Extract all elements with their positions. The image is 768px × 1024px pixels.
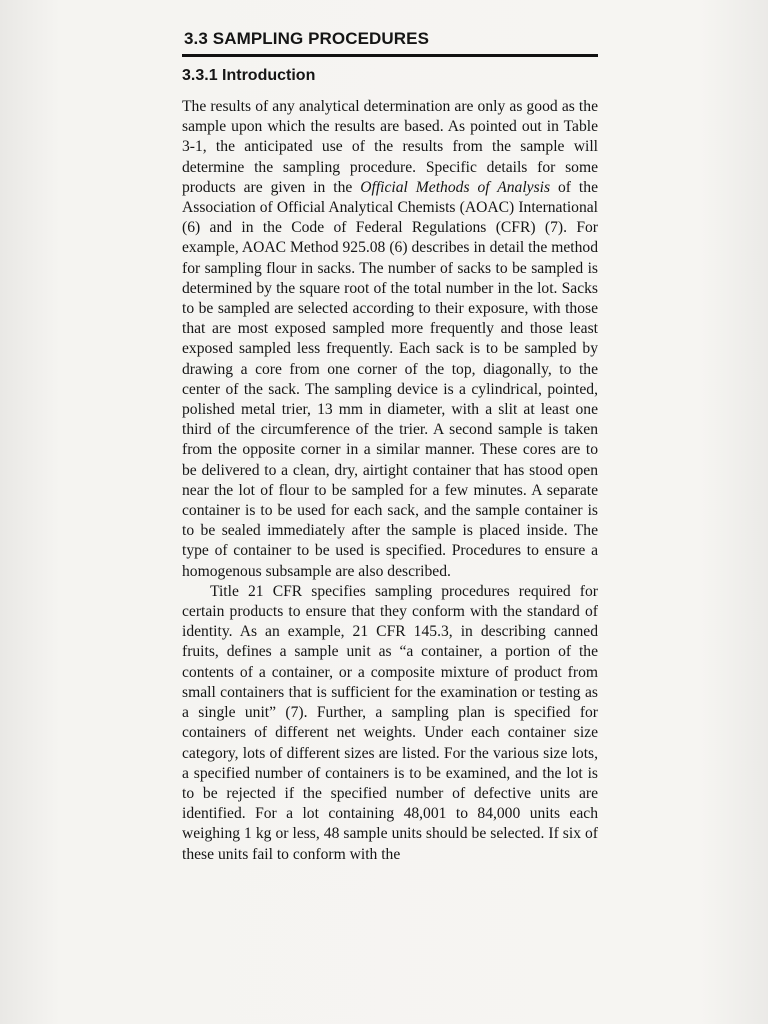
section-heading: 3.3 SAMPLING PROCEDURES — [184, 29, 430, 48]
heading-rule — [182, 54, 598, 57]
paragraph-1 — [182, 97, 598, 582]
book-title-italic: Official Methods of Analysis — [360, 178, 551, 196]
subsection-heading: 3.3.1 Introduction — [182, 67, 316, 84]
paragraph-1-text-a: The results of any analytical determination are only as good as the sample upon which the results are based. As pointed out in Table 3-1, the anticipated use of the results from the sample will determine the sampling procedure. Specific details for some products are given in the — [182, 98, 598, 196]
text-column — [178, 28, 598, 865]
paragraph-1-text-b: of the Association of Official Analytical Chemists (AOAC) International (6) and in the Code of Federal Regulations (CFR) (7). For example, AOAC Method 925.08 (6) describes in detail the method for sampling flour in sacks. The number of sacks to be sampled is determined by the square root of the total number in the lot. Sacks to be sampled are selected according to their exposure, with those that are most exposed sampled more frequently and those least exposed sampled less frequently. Each sack is to be sampled by drawing a core from one corner of the top, diagonally, to the center of the sack. The sampling device is a cylindrical, pointed, polished metal trier, 13 mm in diameter, with a slit at least one third of the circumference of the trier. A second sample is taken from the opposite corner in a similar manner. These cores are to be delivered to a clean, dry, airtight container that has stood open near the lot of flour to be sampled for a few minutes. A separate container is to be used for each sack, and the sample container is to be sealed immediately after the sample is placed inside. The type of container to be used is specified. Procedures to ensure a homogenous subsample are also described. — [182, 178, 598, 580]
paragraph-2: Title 21 CFR specifies sampling procedures required for certain products to ensure that they conform with the standard of identity. As an example, 21 CFR 145.3, in describing canned fruits, defines a sample unit as “a container, a portion of the contents of a container, or a composite mixture of product from small containers that is sufficient for the examination or testing as a single unit” (7). Further, a sampling plan is specified for containers of different net weights. Under each container size category, lots of different sizes are listed. For the various size lots, a specified number of containers is to be examined, and the lot is to be rejected if the specified number of defective units are identified. For a lot containing 48,001 to 84,000 units each weighing 1 kg or less, 48 sample units should be selected. If six of these units fail to conform with the — [182, 582, 598, 863]
